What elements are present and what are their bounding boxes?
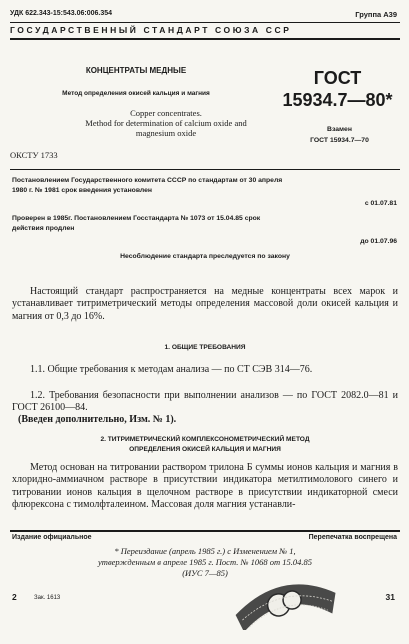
method-paragraph (12, 462, 398, 512)
intro-text: Настоящий стандарт распространяется на медные концентраты всех марок и устанавливает титриметрический методы определения массовой доли окисей кальция и магния от 0,3 до 16%. (12, 286, 398, 322)
decree-line1: Постановлением Государственного комитета СССР по стандартам от 30 апреля (12, 177, 283, 184)
footnote-line2: утвержденным в апреле 1985 г. Пост. № 1068 от 15.04.85 (98, 557, 312, 567)
page-number-left: 2 (12, 592, 17, 602)
decree-date-extended: до 01.07.96 (360, 238, 397, 245)
method-text: Метод основан на титровании раствором трилона Б суммы ионов кальция и магния в хлоридно-аммиачном растворе в присутствии индикатора метилтимолового синего и титровании ионов кальция в щелочном растворе в присутствии индикаторной смеси флюрексона с тимолфталеином. Массовая доля магния устанавли- (12, 462, 398, 511)
order-number: Зак. 1613 (34, 595, 61, 601)
clause-1-2-text: 1.2. Требования безопасности при выполнении анализов — по ГОСТ 2082.0—81 и ГОСТ 26100—84. (12, 390, 398, 414)
state-standard-banner: ГОСУДАРСТВЕННЫЙ СТАНДАРТ СОЮЗА ССР (10, 25, 292, 35)
footnote-line1: * Переиздание (апрель 1985 г.) с Изменением № 1, (114, 546, 296, 556)
okstu-code: ОКСТУ 1733 (10, 150, 58, 160)
clause-1-1 (12, 364, 398, 376)
library-stamp-icon (226, 570, 344, 630)
title-en-line1: Copper concentrates. (130, 108, 202, 118)
clause-1-2-note: (Введен дополнительно, Изм. № 1). (18, 414, 177, 425)
reprint-prohibited: Перепечатка воспрещена (308, 534, 397, 541)
divider-banner (10, 38, 400, 40)
page-number-right: 31 (385, 592, 395, 602)
intro-paragraph (12, 286, 398, 323)
title-en-line2: Method for determination of calcium oxide and (85, 118, 247, 128)
divider-footer (10, 530, 400, 532)
divider-okstu (10, 169, 400, 170)
group-code: Группа А39 (355, 10, 397, 19)
clause-1-2 (12, 390, 398, 415)
official-edition: Издание официальное (12, 534, 92, 541)
gost-number: 15934.7—80* (282, 90, 393, 110)
clause-1-1-text: 1.1. Общие требования к методам анализа — по СТ СЭВ 314—76. (30, 364, 313, 375)
decree-line4: действия продлен (12, 225, 75, 232)
title-ru-main: КОНЦЕНТРАТЫ МЕДНЫЕ (85, 66, 187, 75)
title-ru-subtitle: Метод определения окисей кальция и магния (62, 90, 210, 97)
decree-line2: 1980 г. № 1981 срок введения установлен (12, 187, 153, 194)
udk-code: УДК 622.343-15:543.06:006.354 (10, 10, 112, 17)
section2-title-line1: 2. ТИТРИМЕТРИЧЕСКИЙ КОМПЛЕКСОНОМЕТРИЧЕСКИЙ МЕТОД (100, 436, 310, 443)
replace-value: ГОСТ 15934.7—70 (310, 137, 369, 144)
gost-label: ГОСТ (313, 68, 362, 88)
divider-top (10, 22, 400, 23)
replace-label: Взамен (327, 126, 352, 133)
law-warning: Несоблюдение стандарта преследуется по закону (120, 253, 290, 260)
decree-line3: Проверен в 1985г. Постановлением Госстандарта № 1073 от 15.04.85 срок (12, 215, 261, 222)
title-en-line3: magnesium oxide (135, 128, 197, 138)
decree-date-start: с 01.07.81 (364, 200, 397, 207)
section2-title-line2: ОПРЕДЕЛЕНИЯ ОКИСЕЙ КАЛЬЦИЯ И МАГНИЯ (129, 446, 281, 453)
section1-title: 1. ОБЩИЕ ТРЕБОВАНИЯ (164, 344, 246, 351)
footnote-line3: (ИУС 7—85) (182, 568, 228, 578)
